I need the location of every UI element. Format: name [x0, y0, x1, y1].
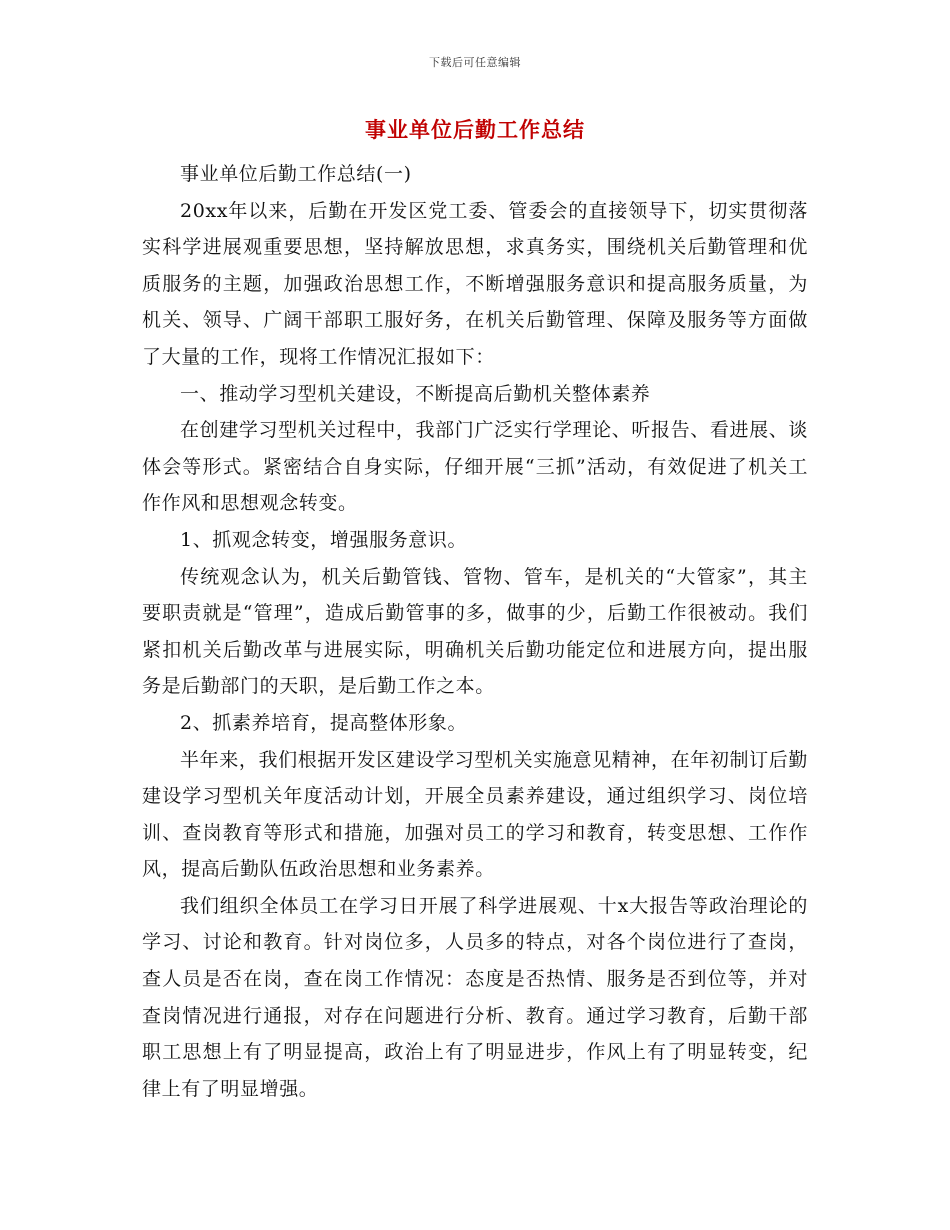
body-paragraph: 我们组织全体员工在学习日开展了科学进展观、十x大报告等政治理论的学习、讨论和教育。针对岗位多，人员多的特点，对各个岗位进行了查岗，查人员是否在岗，查在岗工作情况：态度是否热情、服务是否到位等，并对查岗情况进行通报，对存在问题进行分析、教育。通过学习教育，后勤干部职工思想上有了明显提高，政治上有了明显进步，作风上有了明显转变，纪律上有了明显增强。 — [142, 894, 808, 1100]
body-paragraph: 半年来，我们根据开发区建设学习型机关实施意见精神，在年初制订后勤建设学习型机关年度活动计划，开展全员素养建设，通过组织学习、岗位培训、查岗教育等形式和措施，加强对员工的学习和教育，转变思想、工作作风，提高后勤队伍政治思想和业务素养。 — [142, 748, 808, 881]
subsection-heading: 2、抓素养培育，提高整体形象。 — [180, 711, 468, 734]
subtitle-paragraph: 事业单位后勤工作总结(一) — [180, 163, 412, 185]
body-paragraph: 20xx年以来，后勤在开发区党工委、管委会的直接领导下，切实贯彻落实科学进展观重要思想，坚持解放思想，求真务实，围绕机关后勤管理和优质服务的主题，加强政治思想工作，不断增强服务意识和提高服务质量，为机关、领导、广阔干部职工服好务，在机关后勤管理、保障及服务等方面做了大量的工作，现将工作情况汇报如下： — [142, 199, 808, 368]
subsection-heading: 1、抓观念转变，增强服务意识。 — [180, 528, 468, 551]
body-paragraph: 在创建学习型机关过程中，我部门广泛实行学理论、听报告、看进展、谈体会等形式。紧密结合自身实际，仔细开展“三抓”活动，有效促进了机关工作作风和思想观念转变。 — [142, 419, 808, 515]
body-paragraph: 传统观念认为，机关后勤管钱、管物、管车，是机关的“大管家”，其主要职责就是“管理”，造成后勤管事的多，做事的少，后勤工作很被动。我们紧扣机关后勤改革与进展实际，明确机关后勤功能定位和进展方向，提出服务是后勤部门的天职，是后勤工作之本。 — [142, 565, 808, 698]
header-note: 下载后可任意编辑 — [429, 56, 521, 69]
document-title: 事业单位后勤工作总结 — [365, 117, 585, 142]
section-heading: 一、推动学习型机关建设，不断提高后勤机关整体素养 — [180, 382, 651, 405]
document-body — [142, 156, 808, 1107]
